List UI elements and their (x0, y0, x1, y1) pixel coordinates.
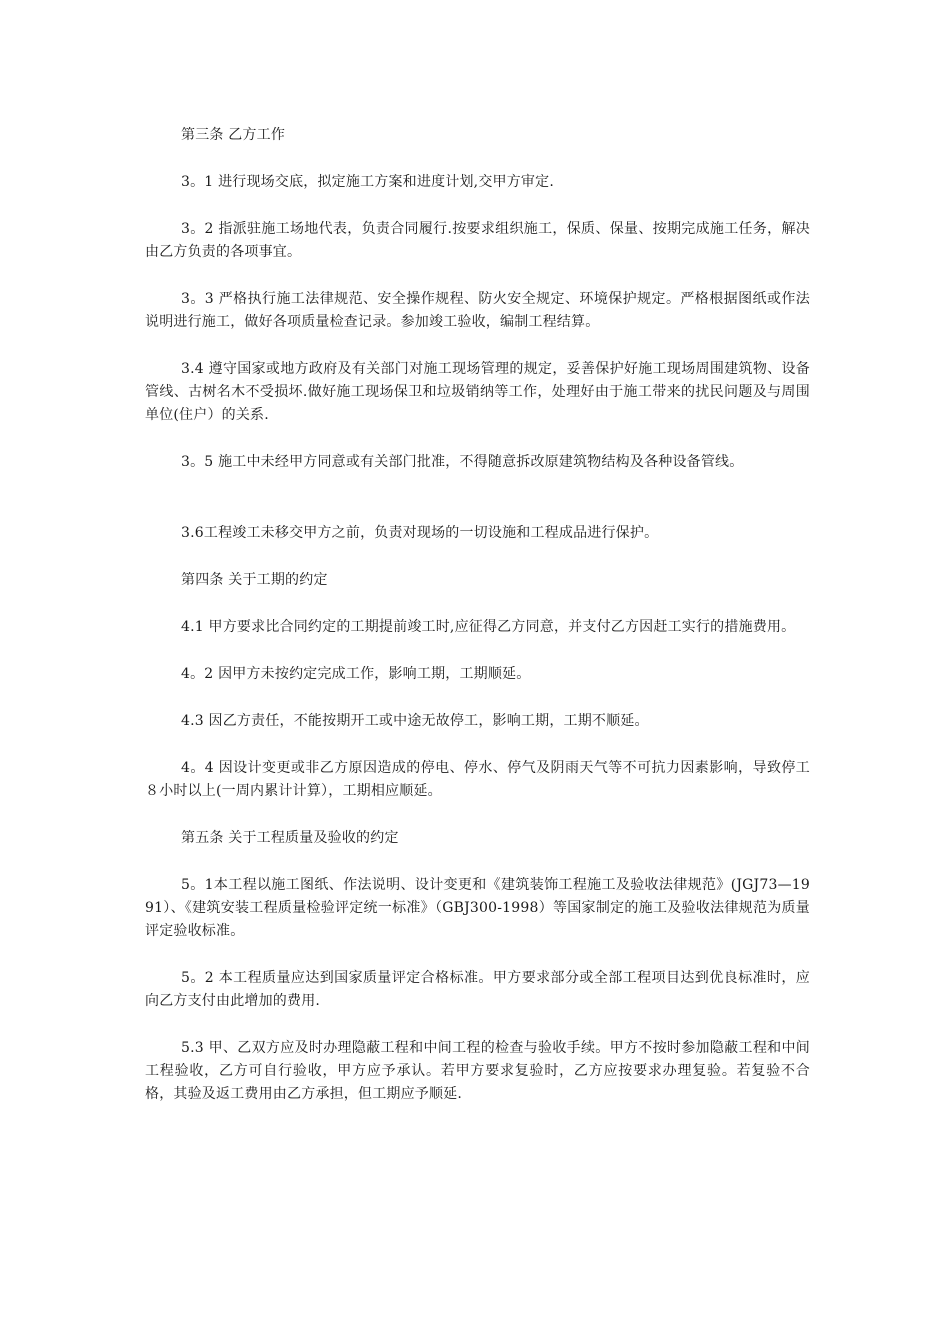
clause-4-1: 4.1 甲方要求比合同约定的工期提前竣工时,应征得乙方同意，并支付乙方因赶工实行的措施费用。 (181, 619, 796, 635)
clause-4-3: 4.3 因乙方责任，不能按期开工或中途无故停工，影响工期，工期不顺延。 (181, 713, 649, 729)
clause-5-3: 5.3 甲、乙双方应及时办理隐蔽工程和中间工程的检查与验收手续。甲方不按时参加隐蔽工程和中间工程验收，乙方可自行验收，甲方应予承认。若甲方要求复验时，乙方应按要求办理复验。若复验不合格，其验及返工费用由乙方承担，但工期应予顺延. (145, 1040, 810, 1102)
clause-3-5: 3。5 施工中未经甲方同意或有关部门批准，不得随意拆改原建筑物结构及各种设备管线。 (181, 454, 744, 470)
document-page (145, 124, 810, 1106)
clause-4-4: 4。4 因设计变更或非乙方原因造成的停电、停水、停气及阴雨天气等不可抗力因素影响，导致停工８小时以上(一周内累计计算），工期相应顺延。 (145, 760, 810, 799)
clause-3-2: 3。2 指派驻施工场地代表，负责合同履行.按要求组织施工，保质、保量、按期完成施工任务，解决由乙方负责的各项事宜。 (145, 221, 810, 260)
clause-5-2: 5。2 本工程质量应达到国家质量评定合格标准。甲方要求部分或全部工程项目达到优良标准时，应向乙方支付由此增加的费用. (145, 970, 810, 1009)
clause-3-4: 3.4 遵守国家或地方政府及有关部门对施工现场管理的规定，妥善保护好施工现场周围建筑物、设备管线、古树名木不受损坏.做好施工现场保卫和垃圾销纳等工作，处理好由于施工带来的扰民问题及与周围单位(住户）的关系. (145, 361, 810, 423)
clause-3-6: 3.6工程竣工未移交甲方之前，负责对现场的一切设施和工程成品进行保护。 (181, 525, 659, 541)
clause-4-2: 4。2 因甲方未按约定完成工作，影响工期，工期顺延。 (181, 666, 531, 682)
clause-3-1: 3。1 进行现场交底，拟定施工方案和进度计划,交甲方审定. (181, 174, 554, 190)
clause-3-3: 3。3 严格执行施工法律规范、安全操作规程、防火安全规定、环境保护规定。严格根据图纸或作法说明进行施工，做好各项质量检查记录。参加竣工验收，编制工程结算。 (145, 291, 810, 330)
article-4-heading: 第四条 关于工期的约定 (181, 572, 328, 588)
article-5-heading: 第五条 关于工程质量及验收的约定 (181, 830, 399, 846)
clause-5-1: 5。1本工程以施工图纸、作法说明、设计变更和《建筑装饰工程施工及验收法律规范》(JGJ73—1991）、《建筑安装工程质量检验评定统一标准》（GBJ300-1998）等国家制定的施工及验收法律规范为质量评定验收标准。 (145, 877, 810, 939)
article-3-heading: 第三条 乙方工作 (181, 127, 286, 143)
